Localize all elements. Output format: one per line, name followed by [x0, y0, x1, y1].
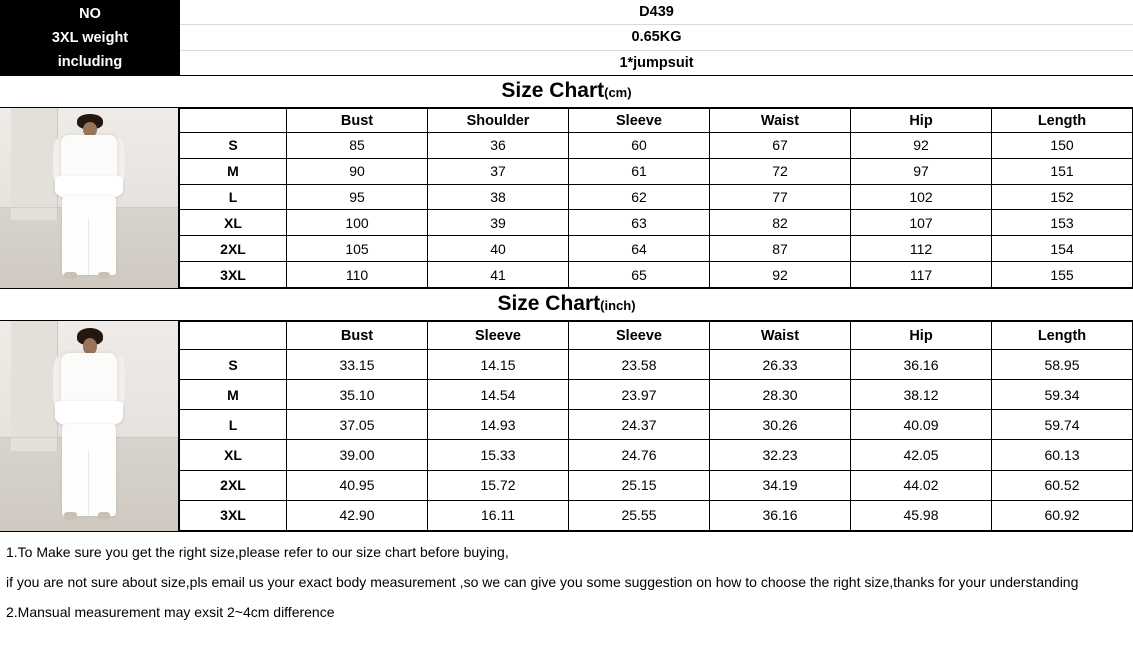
inch-chart-title — [0, 288, 1133, 321]
model-jumpsuit-pants — [62, 424, 115, 516]
inch-col-sleeve-2: Sleeve — [569, 322, 710, 350]
cm-cell-sleeve: 62 — [569, 184, 710, 210]
cm-col-length: Length — [992, 109, 1133, 133]
cm-cell-sleeve: 60 — [569, 133, 710, 159]
table-row — [180, 440, 1133, 470]
inch-cell-sleeve-2: 23.58 — [569, 350, 710, 380]
inch-cell-sleeve-2: 24.76 — [569, 440, 710, 470]
table-row — [180, 184, 1133, 210]
cm-cell-hip: 102 — [851, 184, 992, 210]
cm-cell-shoulder: 41 — [428, 262, 569, 288]
cm-cell-waist: 72 — [710, 158, 851, 184]
cm-chart-section — [0, 108, 1133, 288]
inch-col-waist: Waist — [710, 322, 851, 350]
cm-cell-length: 153 — [992, 210, 1133, 236]
inch-cell-sleeve-2: 24.37 — [569, 410, 710, 440]
inch-cell-sleeve-1: 16.11 — [428, 500, 569, 530]
cm-cell-bust: 90 — [287, 158, 428, 184]
inch-col-sleeve-1: Sleeve — [428, 322, 569, 350]
cm-cell-hip: 117 — [851, 262, 992, 288]
inch-cell-sleeve-1: 15.72 — [428, 470, 569, 500]
cm-cell-shoulder: 37 — [428, 158, 569, 184]
model-photo-image — [0, 108, 178, 288]
inch-cell-bust: 42.90 — [287, 500, 428, 530]
table-row — [180, 410, 1133, 440]
cm-col-sleeve: Sleeve — [569, 109, 710, 133]
cm-row-size: M — [180, 158, 287, 184]
cm-cell-length: 154 — [992, 236, 1133, 262]
note-line-2: if you are not sure about size,pls email us your exact body measurement ,so we can give you some suggestion on how to choose the right size,thanks for your understanding — [6, 574, 1079, 590]
inch-row-size: 2XL — [180, 470, 287, 500]
cm-cell-sleeve: 64 — [569, 236, 710, 262]
cm-cell-bust: 100 — [287, 210, 428, 236]
inch-cell-waist: 36.16 — [710, 500, 851, 530]
note-line-1: 1.To Make sure you get the right size,please refer to our size chart before buying, — [6, 544, 509, 560]
inch-cell-hip: 42.05 — [851, 440, 992, 470]
cm-cell-hip: 107 — [851, 210, 992, 236]
inch-cell-length: 59.34 — [992, 380, 1133, 410]
inch-cell-sleeve-1: 14.15 — [428, 350, 569, 380]
table-row — [180, 470, 1133, 500]
inch-cell-waist: 28.30 — [710, 380, 851, 410]
inch-cell-hip: 38.12 — [851, 380, 992, 410]
cm-row-size: S — [180, 133, 287, 159]
model-shoe-left — [64, 512, 76, 520]
model-shoe-left — [64, 272, 76, 279]
inch-cell-bust: 35.10 — [287, 380, 428, 410]
inch-cell-sleeve-2: 25.15 — [569, 470, 710, 500]
product-photo-inch — [0, 321, 179, 531]
inch-cell-hip: 40.09 — [851, 410, 992, 440]
cm-cell-hip: 97 — [851, 158, 992, 184]
cm-cell-sleeve: 65 — [569, 262, 710, 288]
header-value-style-no: D439 — [180, 0, 1133, 25]
table-row — [180, 262, 1133, 288]
cm-cell-bust: 95 — [287, 184, 428, 210]
cm-chart-title — [0, 75, 1133, 108]
header-value-package: 1*jumpsuit — [619, 54, 694, 71]
cm-cell-length: 151 — [992, 158, 1133, 184]
cm-cell-waist: 77 — [710, 184, 851, 210]
inch-row-size: XL — [180, 440, 287, 470]
cm-cell-length: 150 — [992, 133, 1133, 159]
inch-cell-waist: 32.23 — [710, 440, 851, 470]
cm-col-hip: Hip — [851, 109, 992, 133]
model-shoe-right — [98, 272, 110, 279]
header-label-line-1: NO — [79, 5, 101, 22]
table-row — [180, 210, 1133, 236]
cm-cell-sleeve: 61 — [569, 158, 710, 184]
product-photo-cm — [0, 108, 179, 288]
inch-row-size: S — [180, 350, 287, 380]
inch-cell-length: 60.92 — [992, 500, 1133, 530]
inch-chart-title-main: Size Chart — [497, 292, 601, 315]
model-shoe-right — [98, 512, 110, 520]
inch-cell-bust: 39.00 — [287, 440, 428, 470]
inch-cell-bust: 40.95 — [287, 470, 428, 500]
header-label-cell — [0, 0, 180, 75]
inch-cell-length: 59.74 — [992, 410, 1133, 440]
inch-cell-waist: 26.33 — [710, 350, 851, 380]
model-jumpsuit-pants — [62, 196, 115, 275]
cm-cell-hip: 112 — [851, 236, 992, 262]
cm-chart-title-unit: (cm) — [604, 85, 632, 100]
cm-cell-length: 152 — [992, 184, 1133, 210]
cm-cell-shoulder: 38 — [428, 184, 569, 210]
inch-cell-waist: 34.19 — [710, 470, 851, 500]
inch-row-size: L — [180, 410, 287, 440]
cm-cell-bust: 85 — [287, 133, 428, 159]
header-label-line-3: including — [57, 53, 123, 70]
inch-size-table — [179, 321, 1133, 531]
cm-cell-waist: 92 — [710, 262, 851, 288]
cm-chart-title-main: Size Chart — [501, 79, 605, 102]
inch-cell-sleeve-2: 25.55 — [569, 500, 710, 530]
product-header — [0, 0, 1133, 75]
inch-cell-sleeve-1: 14.54 — [428, 380, 569, 410]
cm-cell-waist: 67 — [710, 133, 851, 159]
inch-cell-hip: 45.98 — [851, 500, 992, 530]
inch-cell-length: 58.95 — [992, 350, 1133, 380]
table-row — [180, 236, 1133, 262]
inch-col-length: Length — [992, 322, 1133, 350]
inch-col-hip: Hip — [851, 322, 992, 350]
table-row — [180, 158, 1133, 184]
header-label-line-2: 3XL weight — [51, 29, 129, 46]
cm-row-size: L — [180, 184, 287, 210]
cm-table-header-row — [180, 109, 1133, 133]
inch-cell-sleeve-1: 15.33 — [428, 440, 569, 470]
inch-cell-sleeve-2: 23.97 — [569, 380, 710, 410]
cm-row-size: 3XL — [180, 262, 287, 288]
inch-cell-hip: 36.16 — [851, 350, 992, 380]
inch-cell-bust: 37.05 — [287, 410, 428, 440]
inch-col-bust: Bust — [287, 322, 428, 350]
cm-row-size: XL — [180, 210, 287, 236]
inch-cell-hip: 44.02 — [851, 470, 992, 500]
inch-table-header-row — [180, 322, 1133, 350]
cm-cell-sleeve: 63 — [569, 210, 710, 236]
cm-cell-shoulder: 39 — [428, 210, 569, 236]
cm-col-size — [180, 109, 287, 133]
table-row — [180, 350, 1133, 380]
cm-cell-shoulder: 40 — [428, 236, 569, 262]
note-line-3: 2.Mansual measurement may exsit 2~4cm difference — [6, 604, 335, 620]
table-row — [180, 133, 1133, 159]
cm-cell-bust: 105 — [287, 236, 428, 262]
table-row — [180, 500, 1133, 530]
cm-cell-hip: 92 — [851, 133, 992, 159]
cm-col-bust: Bust — [287, 109, 428, 133]
cm-cell-waist: 82 — [710, 210, 851, 236]
photo-door — [11, 321, 58, 451]
inch-row-size: 3XL — [180, 500, 287, 530]
table-row — [180, 380, 1133, 410]
measurement-notes — [0, 531, 1133, 628]
cm-size-table — [179, 108, 1133, 288]
inch-cell-waist: 30.26 — [710, 410, 851, 440]
cm-row-size: 2XL — [180, 236, 287, 262]
model-photo-image-2 — [0, 321, 178, 531]
inch-row-size: M — [180, 380, 287, 410]
inch-col-size — [180, 322, 287, 350]
inch-chart-section — [0, 321, 1133, 531]
photo-door — [11, 108, 58, 220]
inch-cell-length: 60.52 — [992, 470, 1133, 500]
inch-chart-title-unit: (inch) — [600, 298, 636, 313]
cm-cell-shoulder: 36 — [428, 133, 569, 159]
inch-cell-bust: 33.15 — [287, 350, 428, 380]
cm-cell-bust: 110 — [287, 262, 428, 288]
cm-col-shoulder: Shoulder — [428, 109, 569, 133]
header-value-weight: 0.65KG — [180, 25, 1133, 50]
header-values — [180, 0, 1133, 75]
inch-cell-sleeve-1: 14.93 — [428, 410, 569, 440]
cm-col-waist: Waist — [710, 109, 851, 133]
cm-cell-waist: 87 — [710, 236, 851, 262]
inch-cell-length: 60.13 — [992, 440, 1133, 470]
cm-cell-length: 155 — [992, 262, 1133, 288]
